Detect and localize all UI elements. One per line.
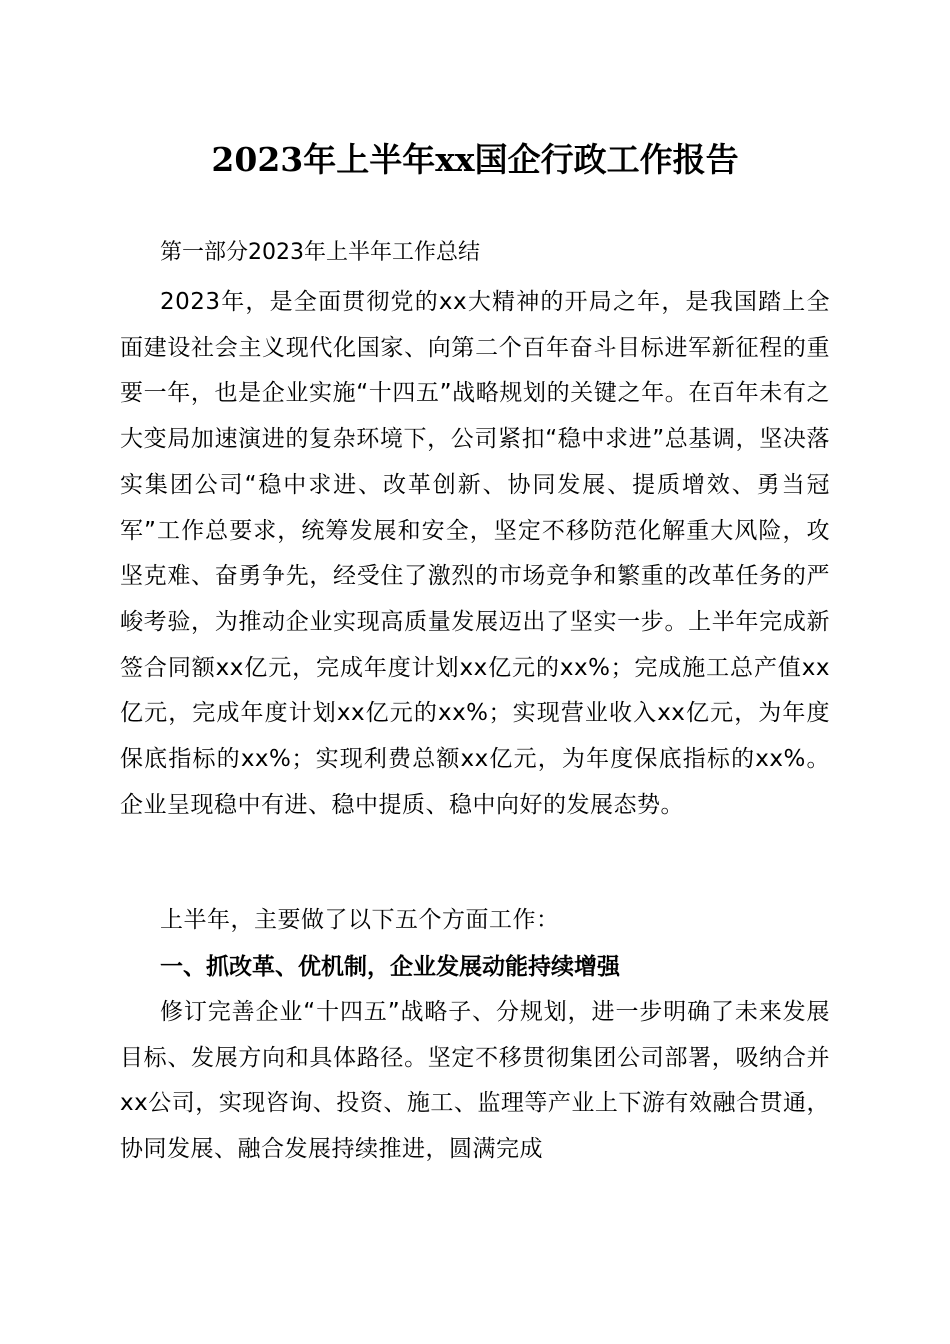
document-title: 2023年上半年xx国企行政工作报告 xyxy=(211,140,739,179)
paragraph-reform: 修订完善企业“十四五”战略子、分规划，进一步明确了未来发展目标、发展方向和具体路径。坚定不移贯彻集团公司部署，吸纳合并xx公司，实现咨询、投资、施工、监理等产业上下游有效融合贯通，协同发展、融合发展持续推进，圆满完成 xyxy=(120,999,830,1163)
section-heading-reform: 一、抓改革、优机制，企业发展动能持续增强 xyxy=(160,954,620,980)
paragraph-summary: 2023年，是全面贯彻党的xx大精神的开局之年，是我国踏上全面建设社会主义现代化国家、向第二个百年奋斗目标进军新征程的重要一年，也是企业实施“十四五”战略规划的关键之年。在百年未有之大变局加速演进的复杂环境下，公司紧扣“稳中求进”总基调，坚决落实集团公司“稳中求进、改革创新、协同发展、提质增效、勇当冠军”工作总要求，统筹发展和安全，坚定不移防范化解重大风险，攻坚克难、奋勇争先，经受住了激烈的市场竞争和繁重的改革任务的严峻考验，为推动企业实现高质量发展迈出了坚实一步。上半年完成新签合同额xx亿元，完成年度计划xx亿元的xx%；完成施工总产值xx亿元，完成年度计划xx亿元的xx%；实现营业收入xx亿元，为年度保底指标的xx%；实现利费总额xx亿元，为年度保底指标的xx%。企业呈现稳中有进、稳中提质、稳中向好的发展态势。 xyxy=(120,289,830,818)
paragraph-intro-five-aspects: 上半年，主要做了以下五个方面工作： xyxy=(160,907,560,933)
part-heading: 第一部分2023年上半年工作总结 xyxy=(160,240,480,265)
